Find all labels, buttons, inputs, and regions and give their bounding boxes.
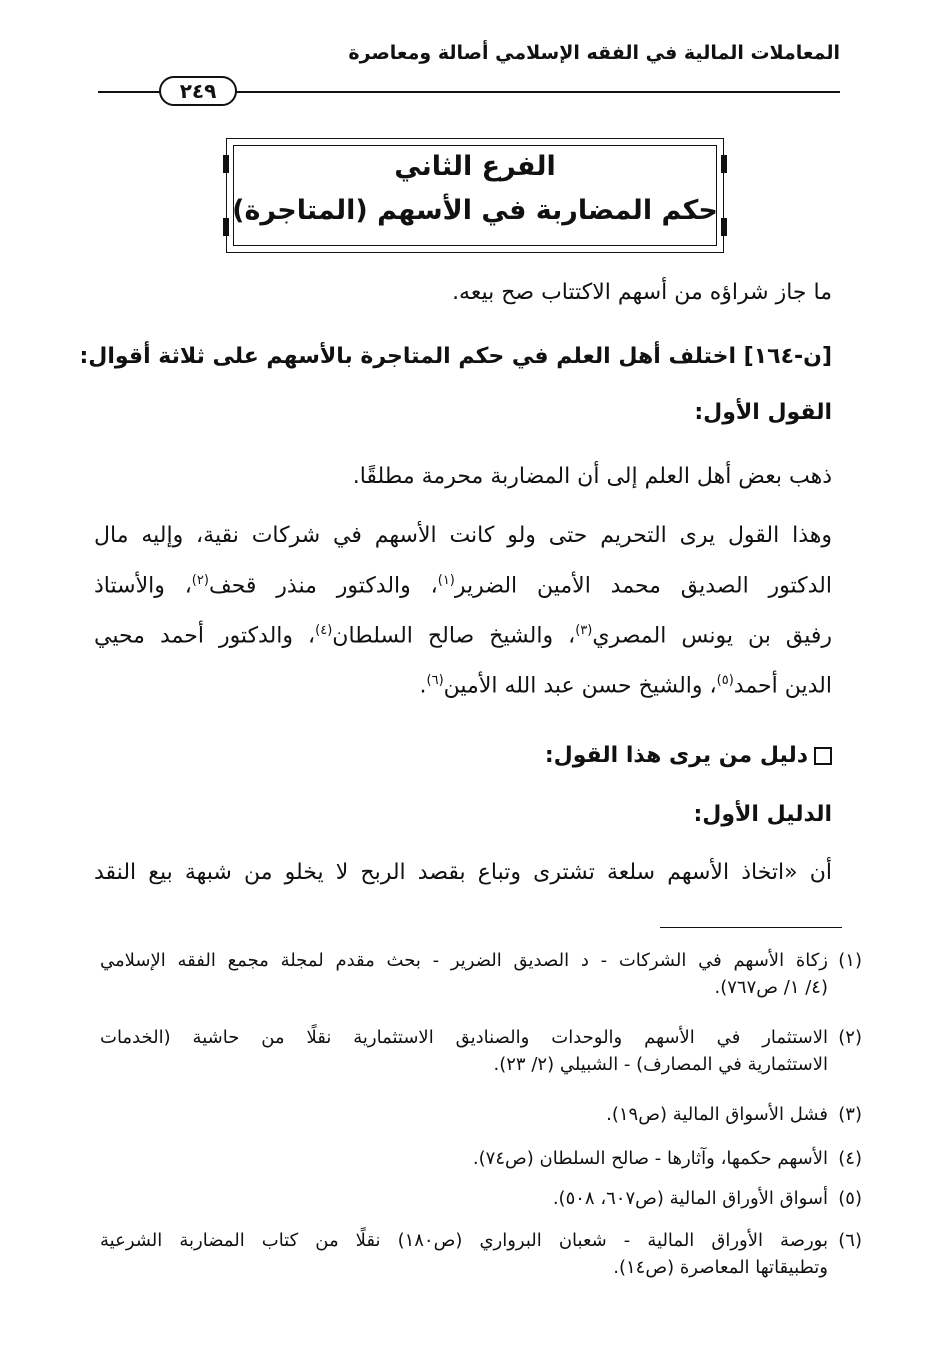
checkbox-icon [814,747,832,765]
footnote-1 [100,950,862,998]
section-title-line2: حكم المضاربة في الأسهم (المتاجرة) [232,195,718,226]
body-paragraph-5-line4 [94,673,832,698]
heading-first-evidence: الدليل الأول: [693,802,832,827]
text-span: الدكتور الصديق محمد الأمين الضرير [454,573,832,599]
body-paragraph-5-line2 [94,573,832,598]
footnote-ref-3[interactable]: (٣) [575,623,593,638]
text-span: الدين أحمد [733,673,832,699]
footnote-ref-4[interactable]: (٤) [315,623,333,638]
footnote-text: الاستثمار في الأسهم والوحدات والصناديق الاستثمارية نقلًا من حاشية (الخدمات [100,1027,828,1048]
footnote-number: (٦) [838,1230,862,1251]
body-paragraph-1: ما جاز شراؤه من أسهم الاكتتاب صح بيعه. [452,280,832,305]
footnote-number: (٢) [838,1027,862,1048]
footnote-ref-1[interactable]: (١) [437,573,455,588]
text-span: ، والدكتور أحمد محيي [94,623,316,649]
heading-first-opinion: القول الأول: [694,400,832,425]
text-span: ، والشيخ صالح السلطان [332,623,576,649]
footnote-text: زكاة الأسهم في الشركات - د الصديق الضرير - بحث مقدم لمجلة مجمع الفقه الإسلامي [100,950,828,971]
heading-evidence-label: دليل من يرى هذا القول: [544,743,808,768]
footnote-ref-5[interactable]: (٥) [716,673,734,688]
body-paragraph-5-line1: وهذا القول يرى التحريم حتى ولو كانت الأسهم في شركات نقية، وإليه مال [94,523,832,548]
footnote-text: الأسهم حكمها، وآثارها - صالح السلطان (ص٧٤). [472,1148,828,1169]
text-span: ، والشيخ حسن عبد الله الأمين [443,673,717,699]
footnote-text: بورصة الأوراق المالية - شعبان البرواري (ص١٨٠) نقلًا من كتاب المضاربة الشرعية [100,1230,828,1251]
body-paragraph-5-line3 [94,623,832,648]
footnote-number: (٤) [838,1148,862,1169]
body-paragraph-2: [ن-١٦٤] اختلف أهل العلم في حكم المتاجرة بالأسهم على ثلاثة أقوال: [79,344,832,369]
page-number: ٢٤٩ [159,76,237,106]
heading-evidence [94,743,832,768]
footnote-number: (١) [838,950,862,971]
footnote-3 [100,1104,862,1125]
footnote-text: الاستثمارية في المصارف) - الشبيلي (٢/ ٢٣). [493,1054,828,1075]
footnote-ref-2[interactable]: (٢) [191,573,209,588]
footnote-4 [100,1148,862,1169]
footnote-5 [100,1188,862,1209]
footnote-number: (٣) [838,1104,862,1125]
body-paragraph-8: أن «اتخاذ الأسهم سلعة تشترى وتباع بقصد الربح لا يخلو من شبهة بيع النقد [94,860,832,885]
running-title: المعاملات المالية في الفقه الإسلامي أصالة ومعاصرة [348,42,840,64]
text-span: . [419,673,427,699]
footnote-2 [100,1027,862,1075]
text-span: ، والدكتور منذر قحف [208,573,438,599]
section-title-box [226,138,724,253]
text-span: رفيق بن يونس المصري [592,623,832,649]
footnote-separator [660,927,842,928]
footnote-number: (٥) [838,1188,862,1209]
footnote-text: (٤/ ١/ ص٧٦٧). [714,977,828,998]
footnote-text: أسواق الأوراق المالية (ص٦٠٧، ٥٠٨). [552,1188,828,1209]
footnote-text: فشل الأسواق المالية (ص١٩). [606,1104,828,1125]
footnote-text: وتطبيقاتها المعاصرة (ص١٤). [613,1257,828,1278]
footnote-6 [100,1230,862,1278]
footnote-ref-6[interactable]: (٦) [426,673,444,688]
section-title-line1: الفرع الثاني [394,151,556,182]
body-paragraph-4: ذهب بعض أهل العلم إلى أن المضاربة محرمة مطلقًا. [352,464,832,489]
text-span: ، والأستاذ [94,573,192,599]
